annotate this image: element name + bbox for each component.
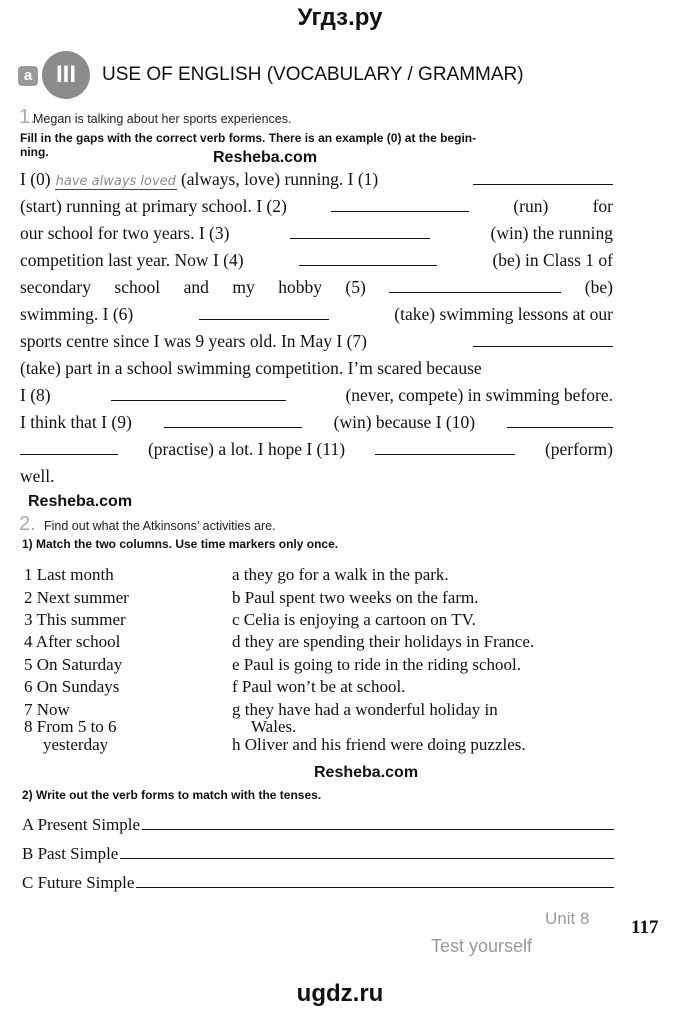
ex1-line-12 xyxy=(20,466,55,487)
right-item-g: g they have had a wonderful holiday in xyxy=(232,700,498,719)
tense-label-future: C Future Simple xyxy=(22,873,135,892)
right-item-f: f Paul won’t be at school. xyxy=(232,677,406,696)
text-segment: I (0) xyxy=(20,169,51,189)
ex1-line-3 xyxy=(20,223,613,244)
footer-unit: Unit 8 xyxy=(545,909,590,928)
ex1-instruction-line2: ning. xyxy=(20,145,49,159)
left-item-2: 2 Next summer xyxy=(24,588,129,607)
text-segment: our school for two years. I (3) xyxy=(20,223,230,243)
ex1-line-6 xyxy=(20,304,613,325)
resheba-watermark-2: Resheba.com xyxy=(28,493,133,510)
left-item-4: 4 After school xyxy=(24,632,121,651)
left-item-3: 3 This summer xyxy=(24,610,126,629)
tense-row-future[interactable] xyxy=(22,873,614,893)
ex1-line-2 xyxy=(20,196,613,217)
ex2-number: 2. xyxy=(19,513,36,535)
ex1-line-8 xyxy=(20,358,613,379)
text-segment: (run) xyxy=(513,196,549,216)
text-segment: I (8) xyxy=(20,385,51,405)
text-segment: sports centre since I was 9 years old. In May I (7) xyxy=(20,331,367,351)
ex1-line-5 xyxy=(20,277,613,298)
text-segment: (be) in Class 1 of xyxy=(492,250,613,270)
text-segment: (be) xyxy=(584,277,613,297)
right-item-g-cont: Wales. xyxy=(251,717,297,736)
site-watermark-top: Угдз.ру xyxy=(297,4,383,31)
text-segment: hobby xyxy=(278,277,322,297)
ex1-instruction-line1: Fill in the gaps with the correct verb forms. There is an example (0) at the begin- xyxy=(20,131,477,145)
answer-line-present[interactable] xyxy=(142,817,614,830)
text-segment: (never, compete) in swimming before. xyxy=(345,385,613,405)
left-item-5: 5 On Saturday xyxy=(24,655,123,674)
ex1-line-10 xyxy=(20,412,613,433)
gap-5[interactable] xyxy=(389,278,561,293)
right-item-h: h Oliver and his friend were doing puzzles. xyxy=(232,735,526,754)
ex1-intro: Megan is talking about her sports experiences. xyxy=(33,112,292,126)
right-item-c: c Celia is enjoying a cartoon on TV. xyxy=(232,610,476,629)
text-segment: (always, love) running. I (1) xyxy=(180,169,379,189)
gap-11[interactable] xyxy=(375,440,515,455)
text-segment: (take) part in a school swimming competition. I’m scared because xyxy=(20,358,482,378)
text-segment: for xyxy=(592,196,613,216)
ex1-line-11 xyxy=(20,439,613,460)
text-segment: (win) the running xyxy=(490,223,613,243)
left-item-7: 7 Now xyxy=(24,700,70,719)
text-segment: secondary xyxy=(20,277,91,297)
ex1-number: 1. xyxy=(19,106,36,128)
right-item-a: a they go for a walk in the park. xyxy=(232,565,449,584)
text-segment: my xyxy=(232,277,255,297)
ex1-line-4 xyxy=(20,250,613,271)
text-segment: competition last year. Now I (4) xyxy=(20,250,244,270)
footer-subtitle: Test yourself xyxy=(431,936,533,956)
section-badge xyxy=(18,66,38,86)
text-segment: (practise) a lot. I hope I (11) xyxy=(147,439,346,459)
section-roman-numeral: III xyxy=(55,61,76,88)
resheba-watermark-1: Resheba.com xyxy=(213,149,318,166)
text-segment: (5) xyxy=(345,277,366,297)
ex1-line-7 xyxy=(20,331,613,352)
tense-row-present[interactable] xyxy=(22,815,614,835)
ex1-line-1 xyxy=(20,169,613,190)
gap-2[interactable] xyxy=(331,197,469,212)
right-item-e: e Paul is going to ride in the riding school. xyxy=(232,655,521,674)
gap-7[interactable] xyxy=(473,332,613,347)
text-segment: I think that I (9) xyxy=(20,412,132,432)
tense-label-present: A Present Simple xyxy=(22,815,141,834)
gap-10-cont[interactable] xyxy=(20,440,118,455)
example-answer: have always loved xyxy=(55,174,176,189)
ex2-intro: Find out what the Atkinsons’ activities are. xyxy=(44,519,276,533)
gap-4[interactable] xyxy=(299,251,437,266)
text-segment: school xyxy=(114,277,161,297)
gap-10[interactable] xyxy=(507,413,613,428)
gap-3[interactable] xyxy=(290,224,430,239)
ex2-task2: 2) Write out the verb forms to match with the tenses. xyxy=(22,788,322,802)
text-segment: (perform) xyxy=(544,439,613,459)
site-watermark-bottom: ugdz.ru xyxy=(296,980,384,1007)
tense-label-past: B Past Simple xyxy=(22,844,119,863)
section-badge-letter: a xyxy=(23,67,33,84)
text-segment: and xyxy=(183,277,209,297)
text-segment: (start) running at primary school. I (2) xyxy=(20,196,287,216)
left-item-8: 8 From 5 to 6 xyxy=(24,717,117,736)
page-number: 117 xyxy=(631,917,659,938)
ex1-line-9 xyxy=(20,385,613,406)
left-item-1: 1 Last month xyxy=(24,565,114,584)
ex2-task1: 1) Match the two columns. Use time markers only once. xyxy=(22,537,339,551)
section-title: USE OF ENGLISH (VOCABULARY / GRAMMAR) xyxy=(102,64,524,85)
answer-line-future[interactable] xyxy=(136,875,614,888)
gap-1[interactable] xyxy=(473,170,613,185)
text-segment: (win) because I (10) xyxy=(333,412,476,432)
text-segment: (take) swimming lessons at our xyxy=(394,304,613,324)
right-item-d: d they are spending their holidays in France. xyxy=(232,632,535,651)
left-item-8-cont: yesterday xyxy=(43,735,109,754)
resheba-watermark-3: Resheba.com xyxy=(314,764,419,781)
answer-line-past[interactable] xyxy=(120,846,614,859)
gap-8[interactable] xyxy=(111,386,286,401)
left-item-6: 6 On Sundays xyxy=(24,677,120,696)
right-item-b: b Paul spent two weeks on the farm. xyxy=(232,588,479,607)
gap-6[interactable] xyxy=(199,305,329,320)
text-segment: swimming. I (6) xyxy=(20,304,134,324)
tense-row-past[interactable] xyxy=(22,844,614,864)
gap-9[interactable] xyxy=(164,413,302,428)
text-segment: well. xyxy=(20,466,55,486)
section-roman-circle xyxy=(42,51,90,99)
